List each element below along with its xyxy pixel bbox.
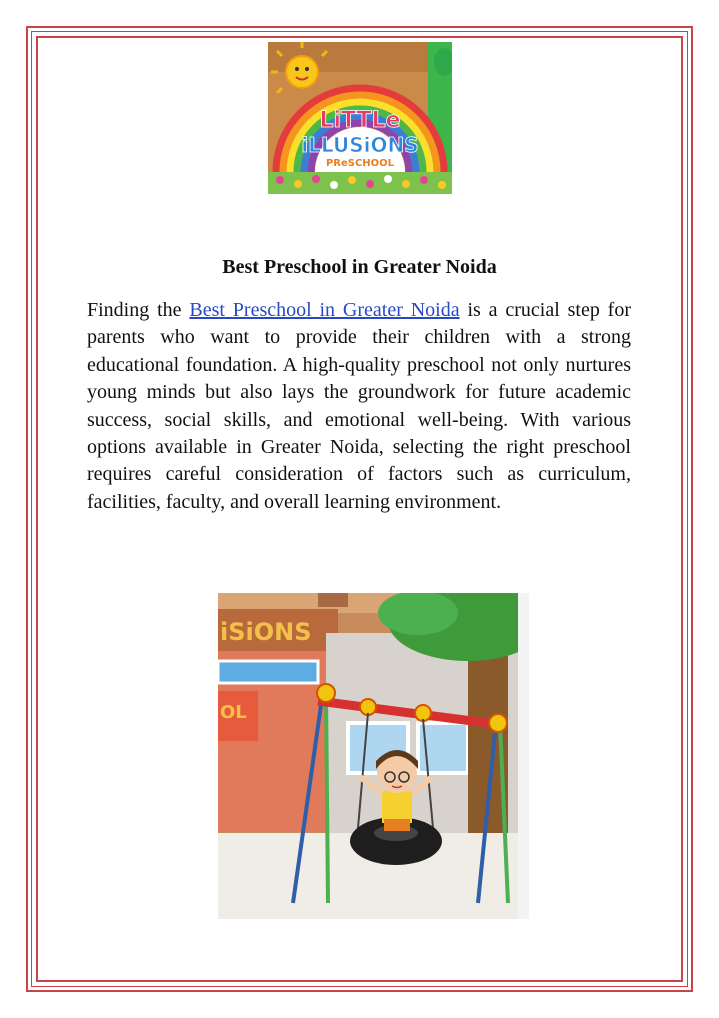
svg-text:iLLUSiONS: iLLUSiONS	[301, 133, 419, 157]
paragraph-body-text: is a crucial step for parents who want to provide their children with a strong educational foundation. A high-quality preschool not only nurtures young minds but also lays the groundwork for future academic success, social skills, and emotional well-being. With various options available in Greater Noida, selecting the right preschool requires careful consideration of factors such as curriculum, facilities, faculty, and overall learning environment.	[87, 299, 631, 513]
svg-text:LiTTLe: LiTTLe	[319, 108, 401, 133]
paragraph-lead-text: Finding the	[87, 299, 190, 321]
svg-text:OL: OL	[220, 702, 247, 723]
best-preschool-link[interactable]: Best Preschool in Greater Noida	[189, 299, 460, 321]
svg-text:PReSCHOOL: PReSCHOOL	[325, 158, 395, 169]
intro-paragraph	[87, 297, 631, 516]
svg-text:iSiONS: iSiONS	[220, 618, 312, 646]
child-on-swing-illustration	[218, 593, 529, 919]
page-title: Best Preschool in Greater Noida	[222, 256, 497, 278]
little-illusions-logo	[268, 42, 452, 194]
